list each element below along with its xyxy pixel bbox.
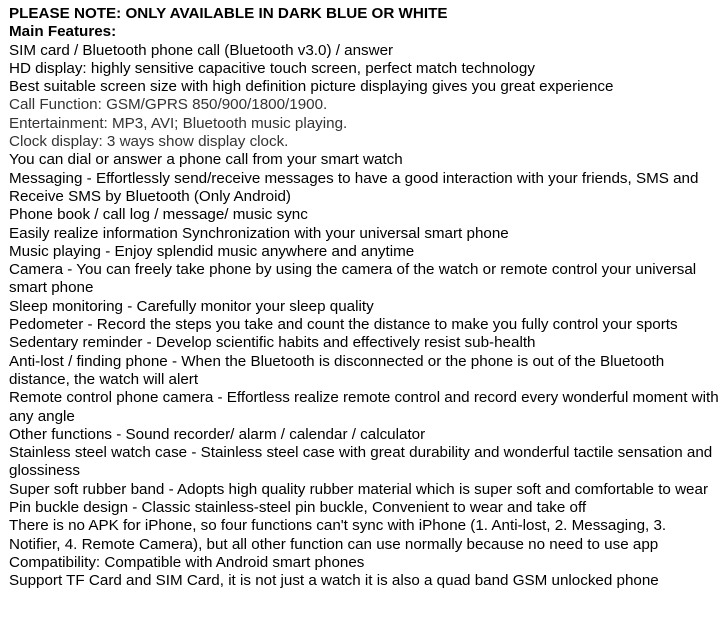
- feature-camera: Camera - You can freely take phone by using the camera of the watch or remote control your universal smart phone: [9, 261, 697, 297]
- feature-entertainment: Entertainment: MP3, AVI; Bluetooth music playing.: [9, 114, 348, 132]
- feature-tf-sim-support: Support TF Card and SIM Card, it is not just a watch it is also a quad band GSM unlocked phone: [9, 572, 659, 590]
- feature-iphone-note: There is no APK for iPhone, so four functions can't sync with iPhone (1. Anti-lost, 2. Messaging, 3. Notifier, 4. Remote Camera), but all other function can use normally because no need to use app: [9, 517, 667, 553]
- product-description: [9, 5, 719, 591]
- feature-sim-bluetooth-call: SIM card / Bluetooth phone call (Bluetooth v3.0) / answer: [9, 41, 394, 59]
- feature-clock-display: Clock display: 3 ways show display clock.: [9, 133, 289, 151]
- feature-screen-size: Best suitable screen size with high definition picture displaying gives you great experience: [9, 78, 614, 96]
- feature-call-function: Call Function: GSM/GPRS 850/900/1800/1900.: [9, 96, 328, 114]
- feature-pin-buckle: Pin buckle design - Classic stainless-steel pin buckle, Convenient to wear and take off: [9, 499, 587, 517]
- feature-sleep-monitoring: Sleep monitoring - Carefully monitor your sleep quality: [9, 297, 374, 315]
- feature-dial-answer: You can dial or answer a phone call from your smart watch: [9, 151, 403, 169]
- feature-music-playing: Music playing - Enjoy splendid music anywhere and anytime: [9, 242, 415, 260]
- feature-compatibility: Compatibility: Compatible with Android smart phones: [9, 553, 365, 571]
- feature-stainless-case: Stainless steel watch case - Stainless steel case with great durability and wonderful tactile sensation and glossiness: [9, 444, 713, 480]
- feature-rubber-band: Super soft rubber band - Adopts high quality rubber material which is super soft and comfortable to wear: [9, 480, 709, 498]
- feature-messaging: Messaging - Effortlessly send/receive messages to have a good interaction with your friends, SMS and Receive SMS by Bluetooth (Only Android): [9, 169, 699, 205]
- feature-hd-display: HD display: highly sensitive capacitive touch screen, perfect match technology: [9, 59, 535, 77]
- feature-other-functions: Other functions - Sound recorder/ alarm / calendar / calculator: [9, 425, 426, 443]
- feature-phone-book-sync: Phone book / call log / message/ music sync: [9, 206, 308, 224]
- availability-notice: PLEASE NOTE: ONLY AVAILABLE IN DARK BLUE OR WHITE: [9, 5, 448, 22]
- feature-remote-camera: Remote control phone camera - Effortless realize remote control and record every wonderful moment with any angle: [9, 389, 719, 425]
- feature-sedentary-reminder: Sedentary reminder - Develop scientific habits and effectively resist sub-health: [9, 334, 536, 352]
- feature-pedometer: Pedometer - Record the steps you take and count the distance to make you fully control your sports: [9, 316, 678, 334]
- features-heading: Main Features:: [9, 23, 117, 41]
- feature-anti-lost: Anti-lost / finding phone - When the Bluetooth is disconnected or the phone is out of the Bluetooth distance, the watch will alert: [9, 352, 665, 388]
- feature-synchronization: Easily realize information Synchronization with your universal smart phone: [9, 224, 509, 242]
